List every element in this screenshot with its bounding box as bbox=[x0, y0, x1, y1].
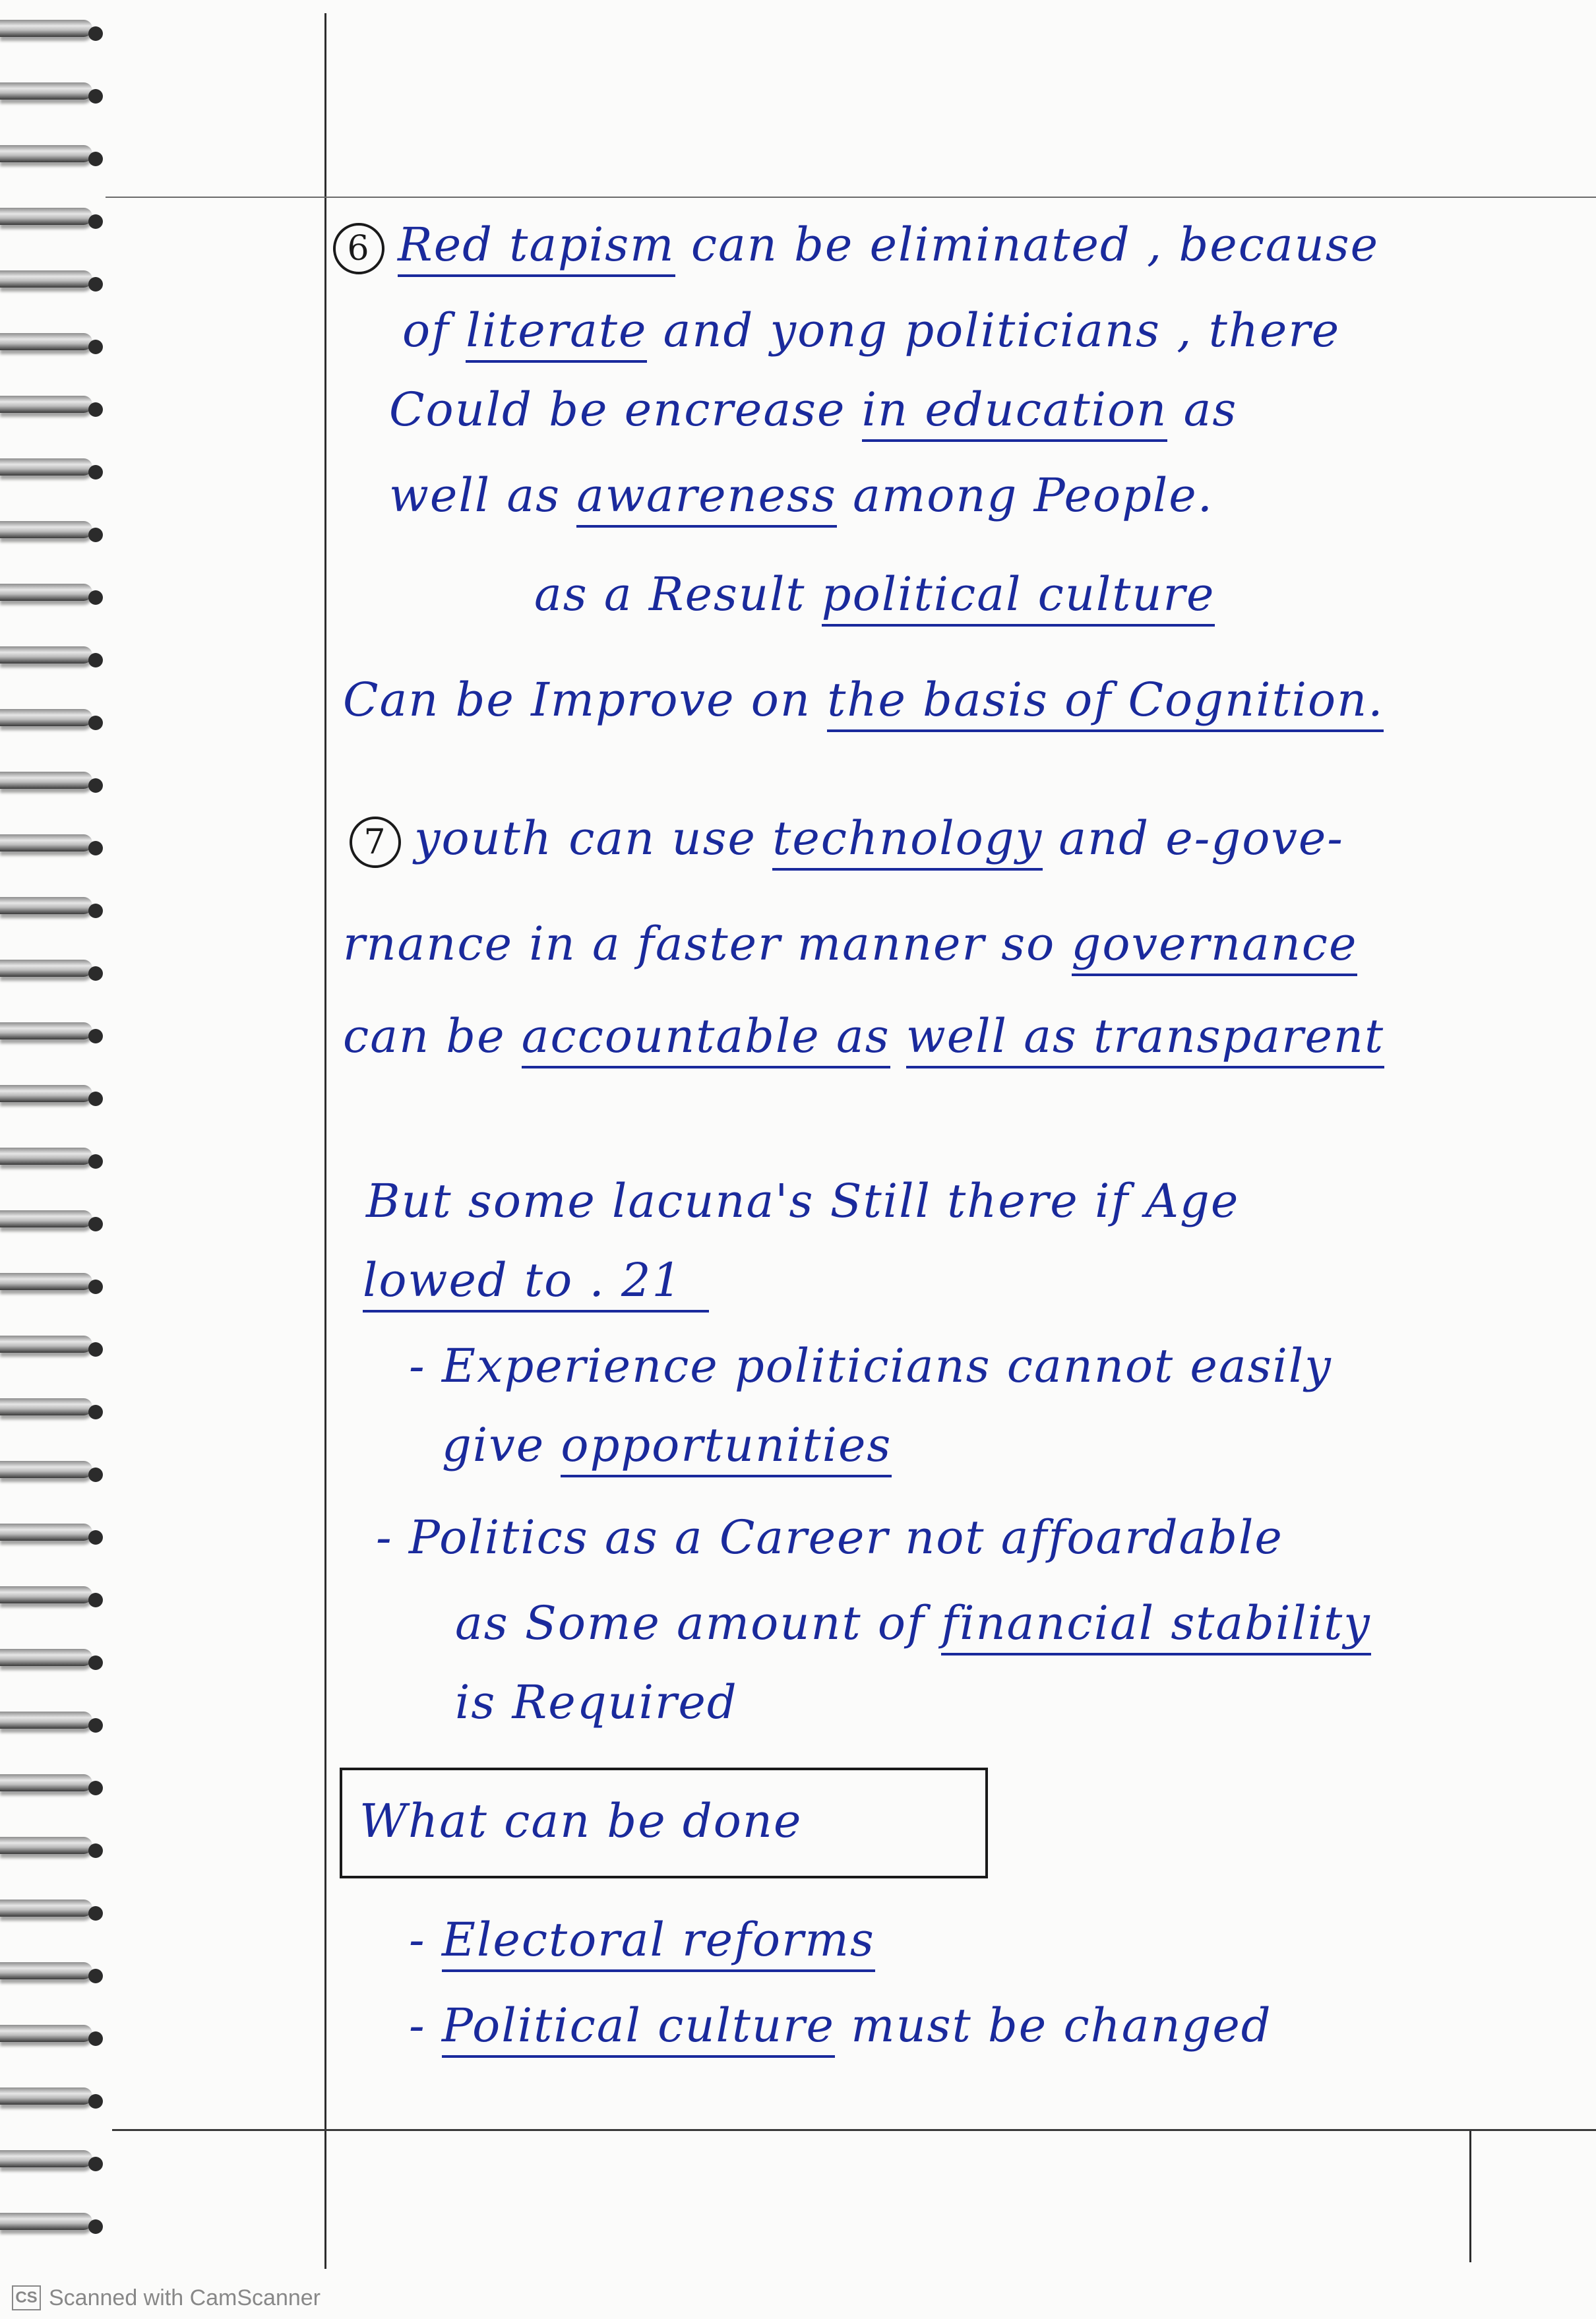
what-item-1: - Electoral reforms bbox=[409, 1913, 875, 1967]
p7-line-3: can be accountable as well as transparent bbox=[343, 1009, 1384, 1063]
lacuna-line-1: But some lacuna's Still there if Age bbox=[366, 1174, 1240, 1228]
camscanner-logo-icon: CS bbox=[12, 2285, 41, 2310]
p7-line-2: rnance in a faster manner so governance bbox=[343, 917, 1357, 971]
watermark-text: Scanned with CamScanner bbox=[49, 2285, 321, 2310]
bullet-1-line-1: - Experience politicians cannot easily bbox=[409, 1339, 1332, 1393]
p6-line-1: 6 Red tapism can be eliminated , because bbox=[333, 218, 1379, 274]
p6-number: 6 bbox=[333, 223, 384, 274]
p6-line-3: Could be encrease in education as bbox=[389, 383, 1237, 437]
p6-line-6: Can be Improve on the basis of Cognition. bbox=[343, 673, 1384, 727]
p6-line-5: as a Result political culture bbox=[534, 567, 1215, 621]
p6-line-2: of literate and yong politicians , there bbox=[402, 303, 1340, 357]
bullet-2-line-1: - Politics as a Career not affoardable bbox=[376, 1510, 1283, 1564]
what-item-2: - Political culture must be changed bbox=[409, 1998, 1272, 2053]
bullet-1-line-2: give opportunities bbox=[442, 1418, 892, 1472]
p6-line-4: well as awareness among People. bbox=[389, 468, 1213, 522]
what-can-be-done-heading: What can be done bbox=[359, 1794, 803, 1848]
camscanner-watermark bbox=[12, 2283, 321, 2312]
bullet-2-line-3: is Required bbox=[455, 1675, 738, 1729]
lacuna-line-2: lowed to . 21 bbox=[363, 1253, 709, 1307]
p7-line-1: 7 youth can use technology and e-gove- bbox=[350, 811, 1344, 868]
bullet-2-line-2: as Some amount of financial stability bbox=[455, 1596, 1371, 1650]
p7-number: 7 bbox=[350, 817, 401, 868]
